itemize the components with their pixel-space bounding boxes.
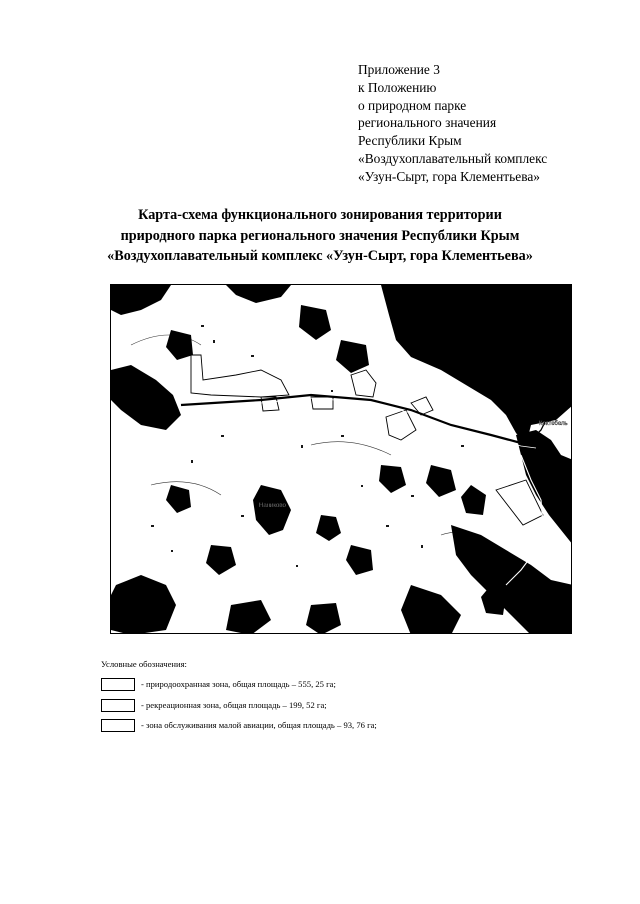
legend-title: Условные обозначения: [101, 659, 187, 669]
appendix-block [358, 61, 628, 186]
appendix-line: «Узун-Сырт, гора Клементьева» [358, 168, 540, 184]
appendix-line: о природном парке [358, 97, 467, 113]
legend-item-label: - природоохранная зона, общая площадь – 555, 25 га; [141, 679, 336, 689]
place-label-nanikovo: Наниково [259, 503, 286, 509]
zoning-map [110, 284, 572, 634]
legend-item-label: - рекреационная зона, общая площадь – 199, 52 га; [141, 700, 327, 710]
legend-item-recreation-zone [101, 699, 561, 715]
legend-swatch [101, 699, 135, 712]
appendix-line: Республики Крым [358, 133, 462, 149]
appendix-line: «Воздухоплавательный комплекс [358, 150, 548, 166]
legend-item-label: - зона обслуживания малой авиации, общая площадь – 93, 76 га; [141, 720, 377, 730]
legend-swatch [101, 678, 135, 691]
legend-item-protected-zone [101, 678, 561, 694]
title-line: природного парка регионального значения Республики Крым [120, 227, 520, 244]
title-line: «Воздухоплавательный комплекс «Узун-Сырт, гора Клементьева» [107, 248, 533, 264]
legend-swatch [101, 719, 135, 732]
legend-item-aviation-zone [101, 719, 561, 735]
appendix-line: к Положению [358, 79, 437, 95]
title-line: Карта-схема функционального зонирования территории [138, 207, 502, 223]
place-label-koktebel: Коктебель [539, 421, 568, 427]
appendix-line: Приложение 3 [358, 62, 440, 77]
appendix-line: регионального значения [358, 115, 497, 131]
document-title [100, 205, 540, 267]
